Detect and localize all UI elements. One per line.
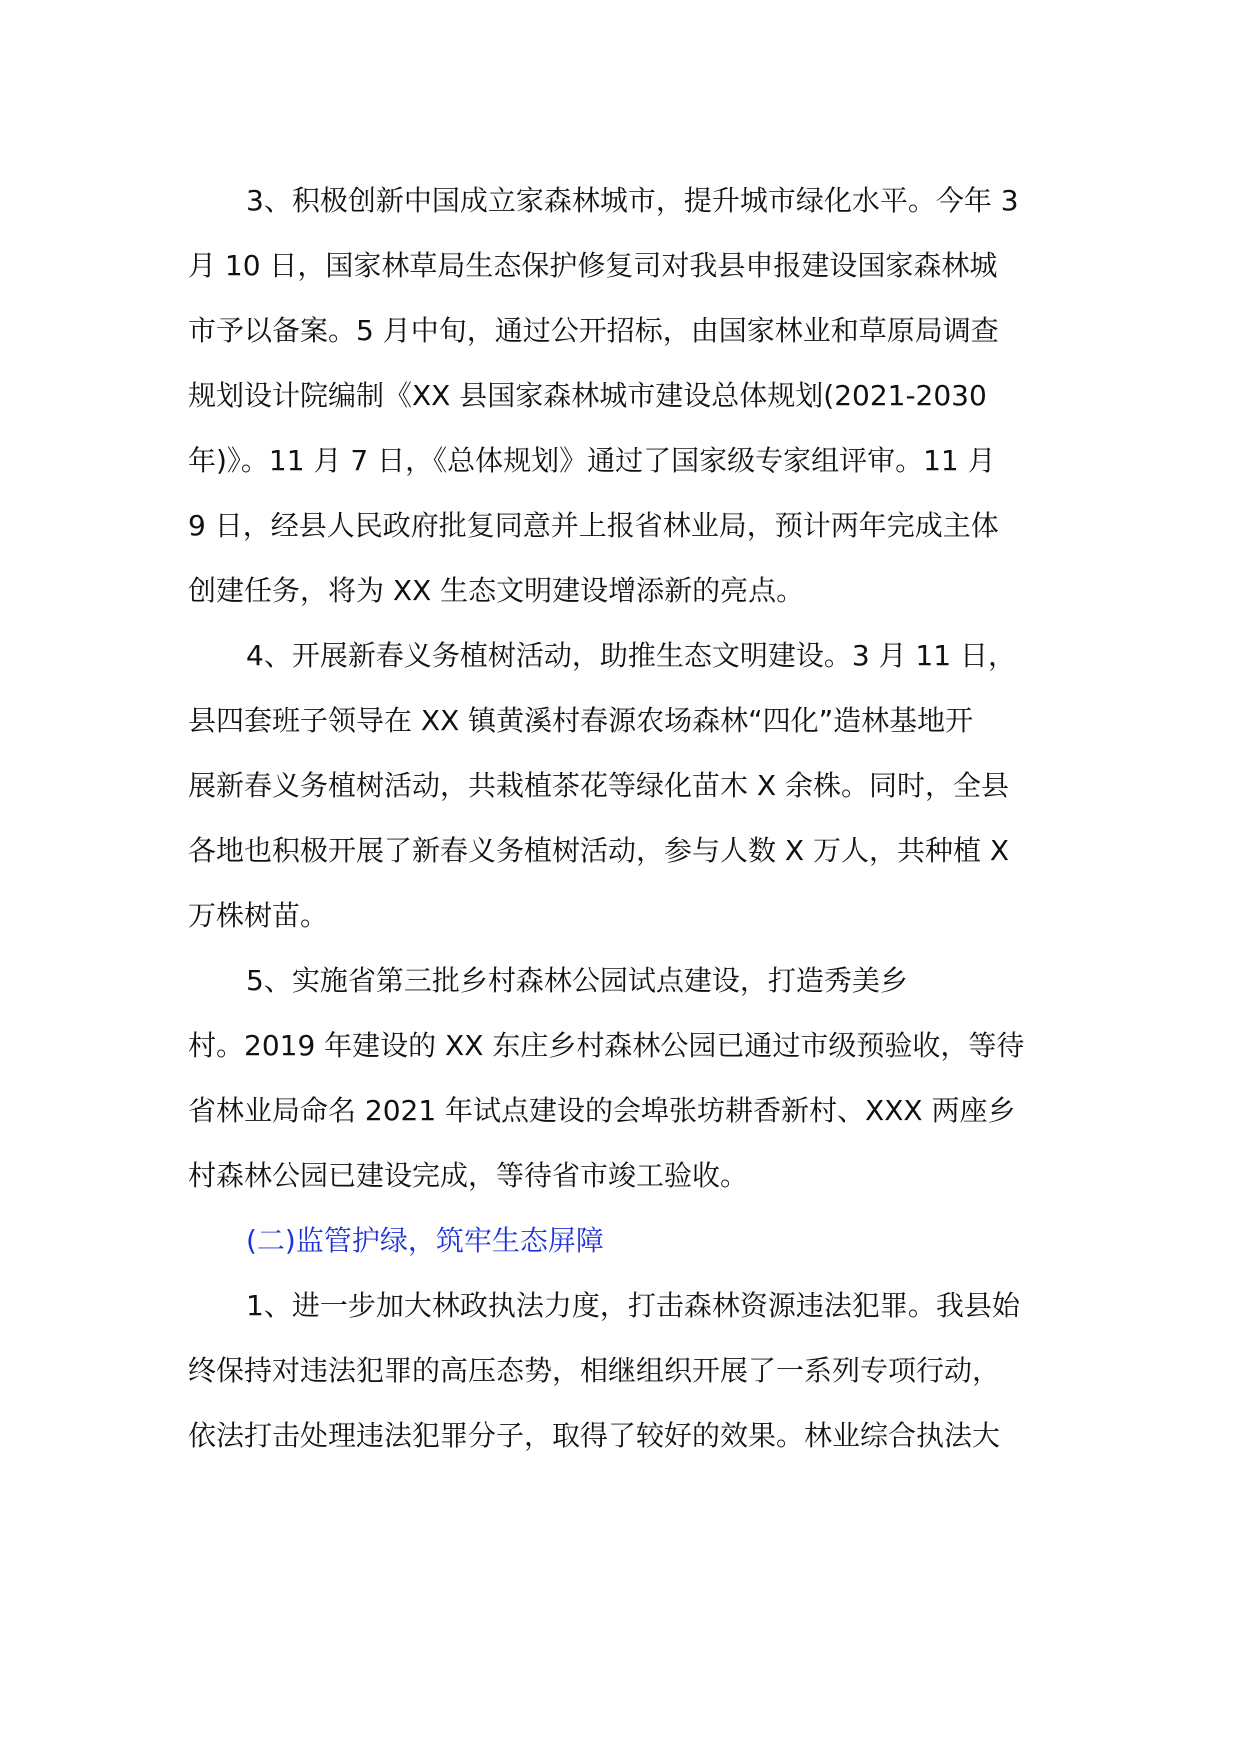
document-body [188, 168, 1068, 1468]
paragraph-3-line-6: 9 日，经县人民政府批复同意并上报省林业局，预计两年完成主体 [188, 509, 999, 542]
paragraph-3-line-4: 规划设计院编制《XX 县国家森林城市建设总体规划(2021-2030 [188, 379, 987, 412]
paragraph-3-line-7: 创建任务，将为 XX 生态文明建设增添新的亮点。 [188, 574, 805, 607]
paragraph-4-line-5: 万株树苗。 [188, 899, 329, 932]
paragraph-4-line-3: 展新春义务植树活动，共栽植茶花等绿化苗木 X 余株。同时，全县 [188, 769, 1009, 802]
paragraph-4-line-2: 县四套班子领导在 XX 镇黄溪村春源农场森林“四化”造林基地开 [188, 704, 974, 737]
paragraph-5-line-1: 5、实施省第三批乡村森林公园试点建设，打造秀美乡 [246, 964, 908, 997]
paragraph-4-line-1: 4、开展新春义务植树活动，助推生态文明建设。3 月 11 日， [246, 639, 1016, 672]
paragraph-1-line-3: 依法打击处理违法犯罪分子，取得了较好的效果。林业综合执法大 [188, 1419, 1001, 1452]
paragraph-4-line-4: 各地也积极开展了新春义务植树活动，参与人数 X 万人，共种植 X [188, 834, 1010, 867]
paragraph-3-line-5: 年)》。11 月 7 日，《总体规划》通过了国家级专家组评审。11 月 [188, 444, 996, 477]
paragraph-3-line-3: 市予以备案。5 月中旬，通过公开招标，由国家林业和草原局调查 [188, 314, 999, 347]
paragraph-1-line-2: 终保持对违法犯罪的高压态势，相继组织开展了一系列专项行动， [188, 1354, 1001, 1387]
paragraph-5-line-2: 村。2019 年建设的 XX 东庄乡村森林公园已通过市级预验收，等待 [188, 1029, 1025, 1062]
paragraph-3-line-2: 月 10 日，国家林草局生态保护修复司对我县申报建设国家森林城 [188, 249, 998, 282]
paragraph-5-line-3: 省林业局命名 2021 年试点建设的会埠张坊耕香新村、XXX 两座乡 [188, 1094, 1016, 1127]
paragraph-1-line-1: 1、进一步加大林政执法力度，打击森林资源违法犯罪。我县始 [246, 1289, 1020, 1322]
paragraph-3-line-1: 3、积极创新中国成立家森林城市，提升城市绿化水平。今年 3 [246, 184, 1019, 217]
paragraph-5-line-4: 村森林公园已建设完成，等待省市竣工验收。 [188, 1159, 749, 1192]
section-heading: (二)监管护绿，筑牢生态屏障 [246, 1224, 604, 1257]
